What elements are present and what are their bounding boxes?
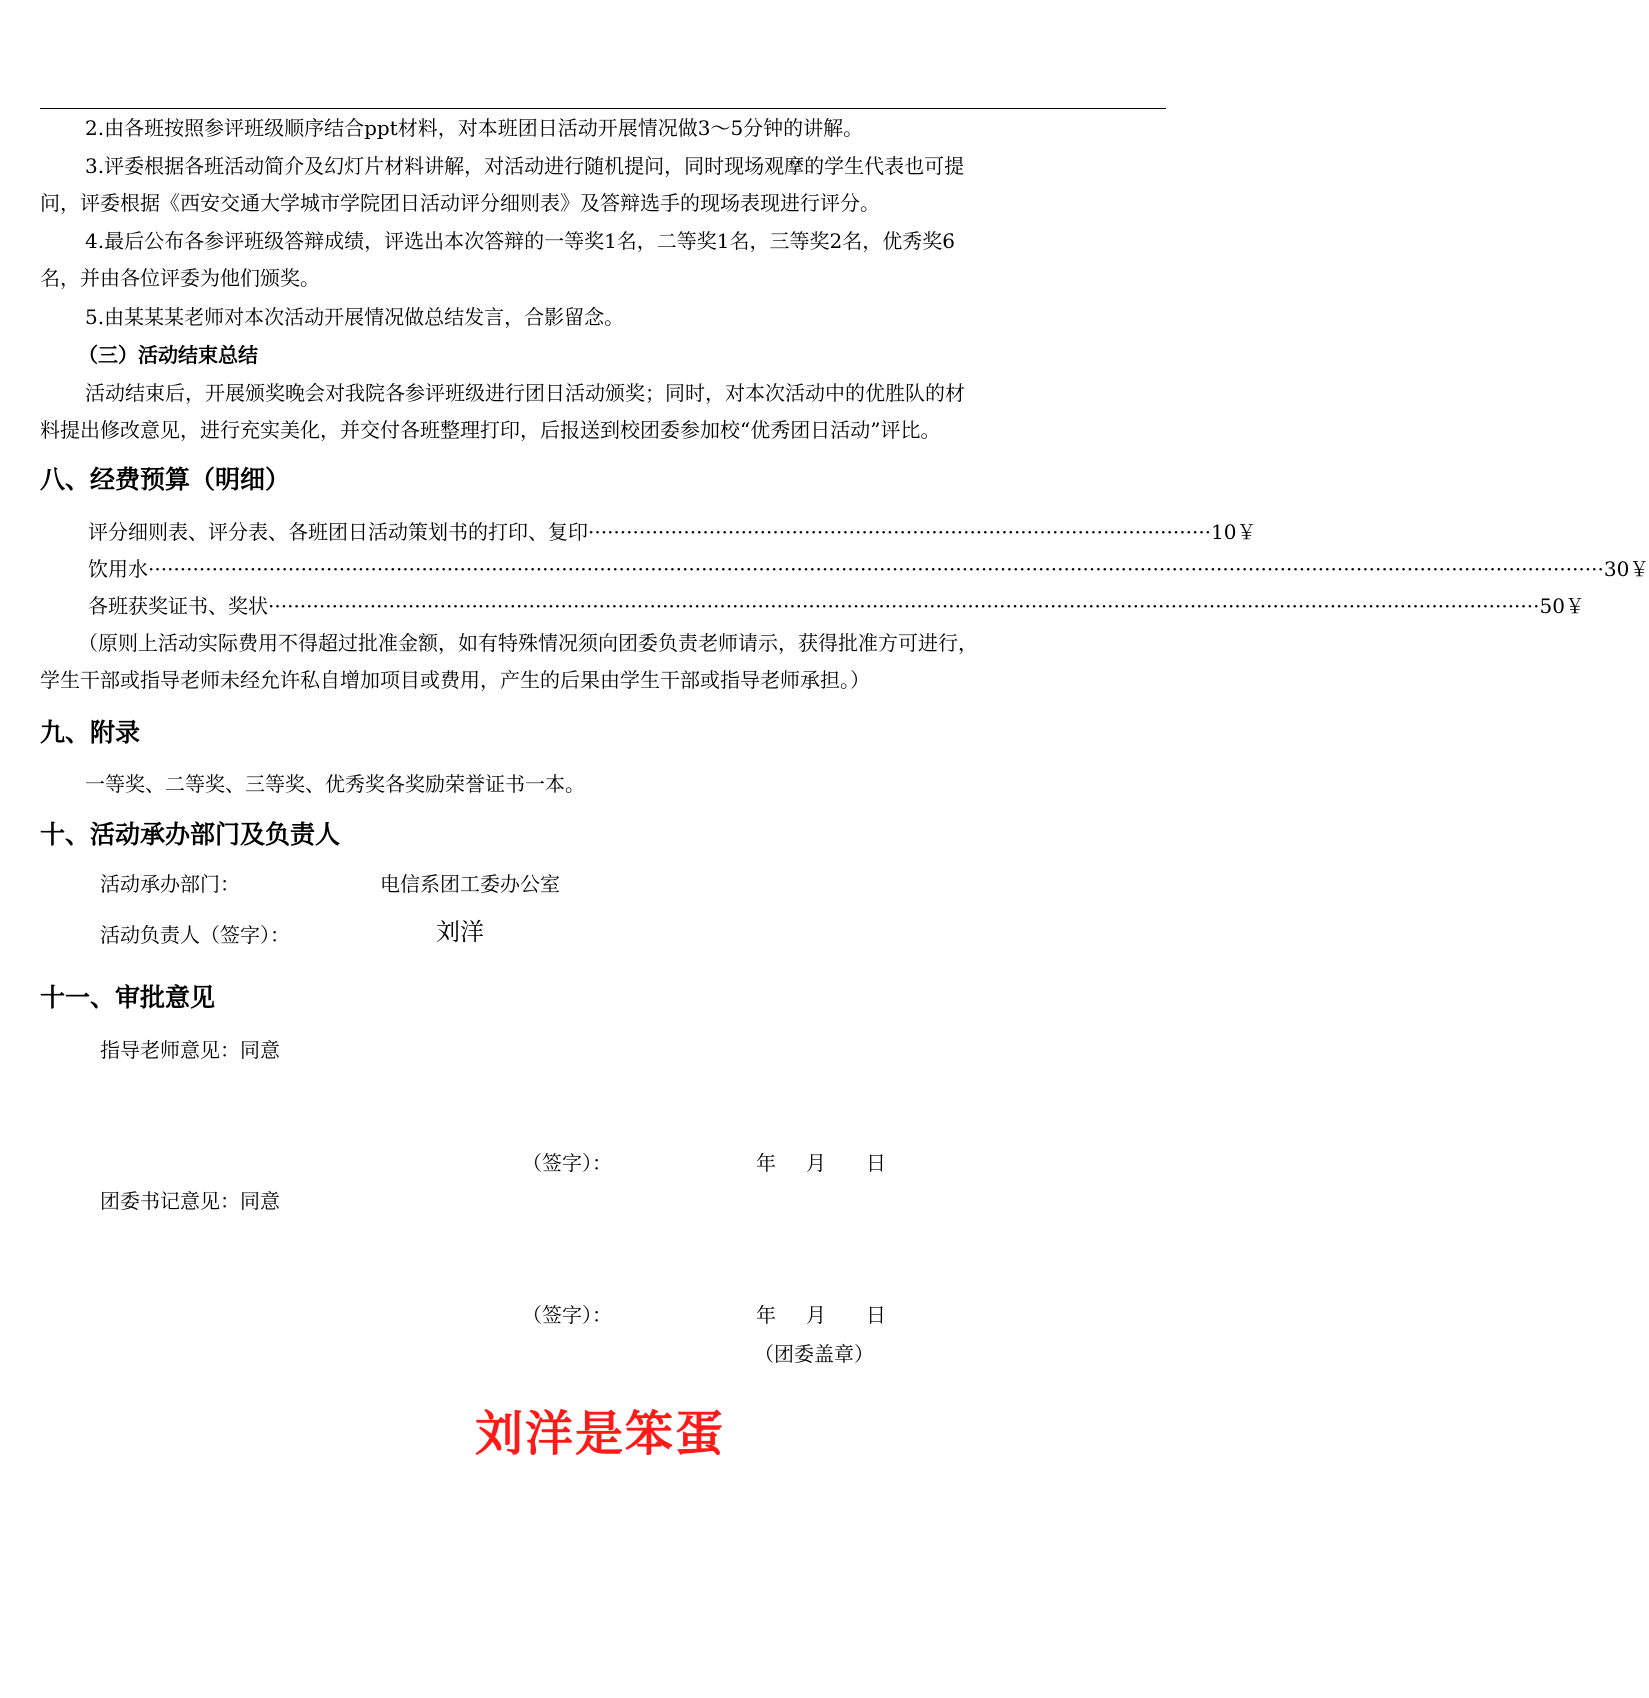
advisor-signature-label: （签字）：: [522, 1151, 612, 1175]
red-stamp-text: 刘洋是笨蛋: [474, 1406, 725, 1462]
step-3-line-1: 3.评委根据各班活动简介及幻灯片材料讲解，对活动进行随机提问，同时现场观摩的学生代表也可提: [85, 154, 965, 178]
secretary-date-year: 年: [756, 1303, 776, 1327]
budget-item-amount: 30￥: [1603, 557, 1649, 581]
leader-dots: ··································································································: [588, 520, 1212, 544]
section-11-title: 十一、审批意见: [40, 983, 216, 1012]
budget-note-line-2: 学生干部或指导老师未经允许私自增加项目或费用，产生的后果由学生干部或指导老师承担。）: [40, 668, 870, 692]
budget-item-label: 饮用水: [88, 557, 148, 581]
leader-signature: 刘洋: [436, 918, 484, 946]
secretary-date-month: 月: [806, 1303, 826, 1327]
leader-label: 活动负责人（签字）：: [100, 923, 290, 947]
step-2: 2.由各班按照参评班级顺序结合ppt材料，对本班团日活动开展情况做3～5分钟的讲解。: [85, 116, 864, 140]
budget-item-amount: 50￥: [1539, 594, 1585, 618]
summary-line-2: 料提出修改意见，进行充实美化，并交付各班整理打印，后报送到校团委参加校“优秀团日活动”评比。: [40, 418, 941, 442]
section-9-title: 九、附录: [40, 718, 141, 747]
leader-dots: ········································································································································································································: [268, 594, 1540, 618]
dept-label: 活动承办部门：: [100, 872, 240, 896]
budget-item-label: 评分细则表、评分表、各班团日活动策划书的打印、复印: [88, 520, 588, 544]
secretary-opinion: 团委书记意见：同意: [100, 1189, 280, 1213]
step-3-line-2: 问，评委根据《西安交通大学城市学院团日活动评分细则表》及答辩选手的现场表现进行评分。: [40, 191, 880, 215]
secretary-date-day: 日: [866, 1303, 886, 1327]
step-4-line-2: 名，并由各位评委为他们颁奖。: [40, 266, 320, 290]
section-10-title: 十、活动承办部门及负责人: [40, 820, 341, 849]
summary-line-1: 活动结束后，开展颁奖晚会对我院各参评班级进行团日活动颁奖；同时，对本次活动中的优胜队的材: [85, 381, 965, 405]
budget-item-certificates: [88, 594, 1585, 618]
advisor-date-month: 月: [806, 1151, 826, 1175]
budget-item-water: [88, 557, 1649, 581]
summary-heading: （三）活动结束总结: [78, 343, 258, 367]
advisor-date-day: 日: [866, 1151, 886, 1175]
step-4-line-1: 4.最后公布各参评班级答辩成绩，评选出本次答辩的一等奖1名，二等奖1名，三等奖2名，优秀奖6: [85, 229, 955, 253]
budget-note-line-1: （原则上活动实际费用不得超过批准金额，如有特殊情况须向团委负责老师请示，获得批准方可进行，: [78, 631, 978, 655]
advisor-date-year: 年: [756, 1151, 776, 1175]
budget-item-printing: [88, 520, 1257, 544]
budget-item-label: 各班获奖证书、奖状: [88, 594, 268, 618]
secretary-signature-label: （签字）：: [522, 1303, 612, 1327]
dept-value: 电信系团工委办公室: [380, 872, 560, 896]
appendix-text: 一等奖、二等奖、三等奖、优秀奖各奖励荣誉证书一本。: [85, 772, 585, 796]
budget-item-amount: 10￥: [1211, 520, 1257, 544]
header-rule: [40, 108, 1166, 109]
step-5: 5.由某某某老师对本次活动开展情况做总结发言，合影留念。: [85, 305, 625, 329]
section-8-title: 八、经费预算（明细）: [40, 465, 291, 494]
advisor-opinion: 指导老师意见：同意: [100, 1038, 280, 1062]
leader-dots: ·····································································································································································································································: [148, 557, 1604, 581]
seal-note: （团委盖章）: [754, 1342, 874, 1366]
